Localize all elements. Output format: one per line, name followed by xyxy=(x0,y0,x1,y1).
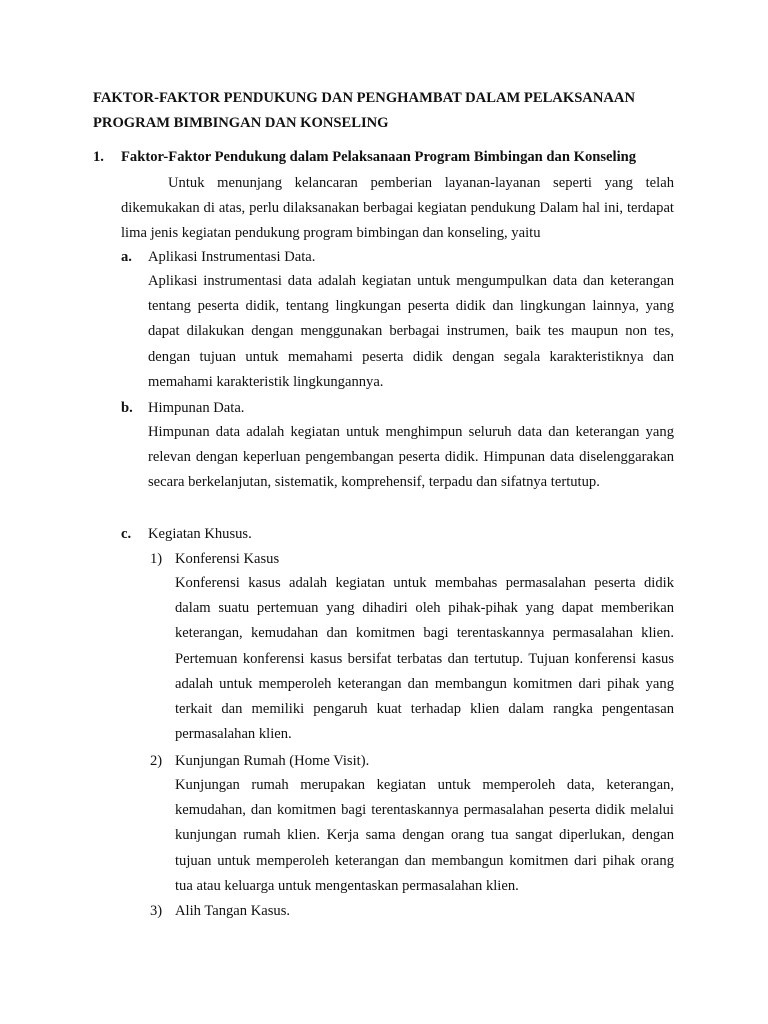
section-number: 1. xyxy=(93,149,104,165)
sub-2-heading: Kunjungan Rumah (Home Visit). xyxy=(175,753,370,769)
sub-2-marker: 2) xyxy=(150,753,163,769)
item-b-heading: Himpunan Data. xyxy=(148,400,245,416)
sub-3-marker: 3) xyxy=(150,903,163,919)
item-a-heading: Aplikasi Instrumentasi Data. xyxy=(148,249,316,265)
sub-1-paragraph: Konferensi kasus adalah kegiatan untuk membahas permasalahan peserta didik dalam suatu pertemuan yang dihadiri oleh pihak-pihak yang dapat memberikan keterangan, kemudahan dan komitmen bagi terentaskannya permasalahan klien. Pertemuan konferensi kasus bersifat terbatas dan tertutup. Tujuan konferensi kasus adalah untuk memperoleh keterangan dan membangun komitmen dari pihak yang terkait dan memiliki pengaruh kuat terhadap klien dalam rangka pengentasan permasalahan klien. xyxy=(175,575,674,743)
sub-1-marker: 1) xyxy=(150,551,163,567)
sub-2-paragraph: Kunjungan rumah merupakan kegiatan untuk memperoleh data, keterangan, kemudahan, dan komitmen bagi terentaskannya permasalahan peserta didik melalui kunjungan rumah klien. Kerja sama dengan orang tua sangat diperlukan, dengan tujuan untuk memperoleh keterangan dan membangun komitmen dari pihak orang tua atau keluarga untuk mengentaskan permasalahan klien. xyxy=(175,777,674,894)
sub-3-heading: Alih Tangan Kasus. xyxy=(175,903,291,919)
section-heading: Faktor-Faktor Pendukung dalam Pelaksanaan Program Bimbingan dan Konseling xyxy=(121,149,637,165)
item-a-marker: a. xyxy=(121,249,132,265)
document-title: FAKTOR-FAKTOR PENDUKUNG DAN PENGHAMBAT DALAM PELAKSANAAN PROGRAM BIMBINGAN DAN KONSELING xyxy=(93,90,636,131)
intro-paragraph: Untuk menunjang kelancaran pemberian layanan-layanan seperti yang telah dikemukakan di atas, perlu dilaksanakan berbagai kegiatan pendukung Dalam hal ini, terdapat lima jenis kegiatan pendukung program bimbingan dan konseling, yaitu xyxy=(121,175,674,242)
item-b-paragraph: Himpunan data adalah kegiatan untuk menghimpun seluruh data dan keterangan yang relevan dengan keperluan pengembangan peserta didik. Himpunan data diselenggarakan secara berkelanjutan, sistematik, komprehensif, terpadu dan sifatnya tertutup. xyxy=(148,424,674,491)
sub-1-heading: Konferensi Kasus xyxy=(175,551,280,567)
item-a-paragraph: Aplikasi instrumentasi data adalah kegiatan untuk mengumpulkan data dan keterangan tentang peserta didik, tentang lingkungan peserta didik dan lingkungan lainnya, yang dapat dilakukan dengan menggunakan berbagai instrumen, baik tes maupun non tes, dengan tujuan untuk memahami peserta didik dengan segala karakteristiknya dan memahami karakteristik lingkungannya. xyxy=(148,273,674,390)
item-c-heading: Kegiatan Khusus. xyxy=(148,526,252,542)
item-c-marker: c. xyxy=(121,526,132,542)
item-b-marker: b. xyxy=(121,400,133,416)
